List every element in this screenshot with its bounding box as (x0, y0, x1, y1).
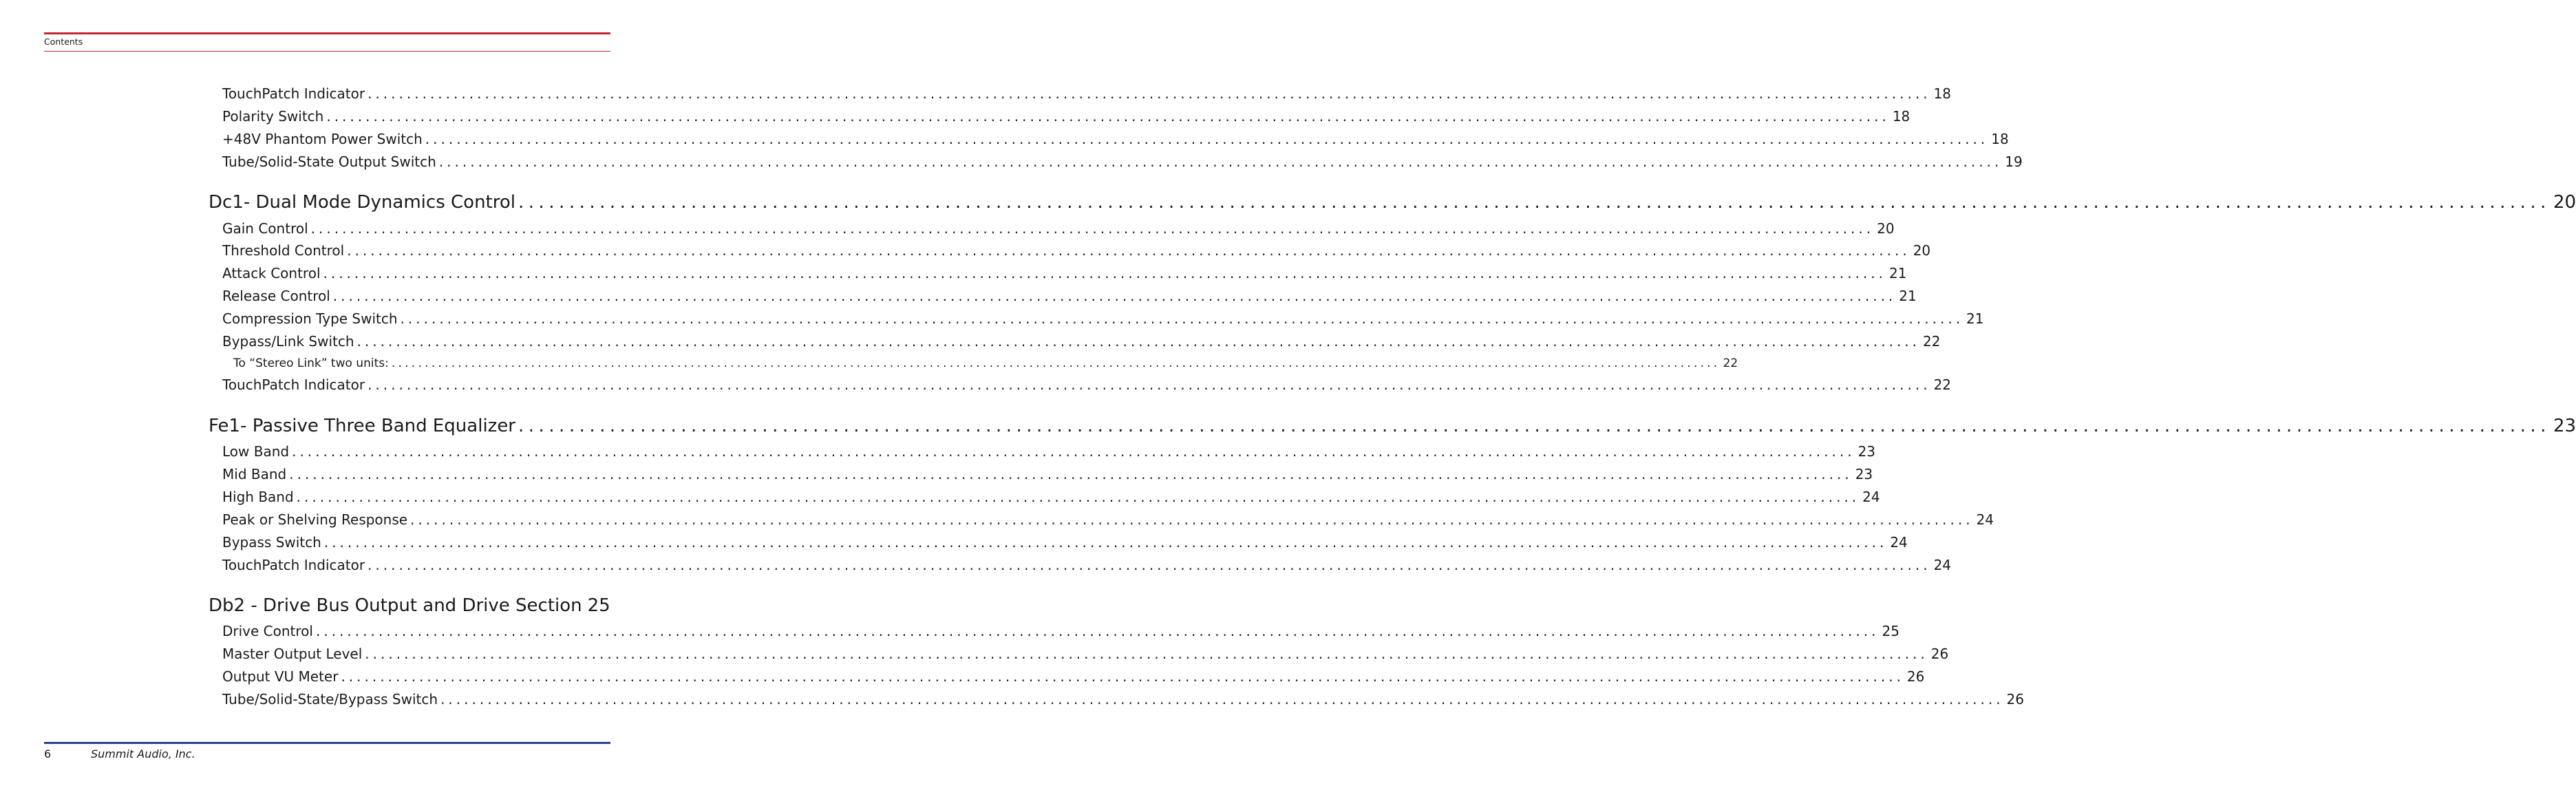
toc-entry-page: 22 (1723, 356, 1738, 370)
toc-entry[interactable] (222, 533, 1908, 552)
toc-entry[interactable] (222, 487, 1880, 507)
dot-leader: ........................................................................................................................................................................................................ (438, 153, 2003, 170)
dot-leader: ........................................................................................................................................................................................................ (368, 376, 1931, 393)
dot-leader: ........................................................................................................................................................................................................ (292, 443, 1855, 460)
toc-entry-page: 24 (1862, 489, 1880, 505)
toc-entry[interactable] (222, 107, 1910, 126)
toc-entry-page: 22 (1923, 333, 1941, 350)
header-rule-thick (44, 32, 610, 34)
toc-entry[interactable] (222, 152, 2023, 171)
toc-entry-title: Threshold Control (222, 242, 345, 259)
dot-leader: ........................................................................................................................................................................................................ (310, 220, 1875, 237)
dot-leader: ........................................................................................................................................................................................................ (323, 265, 1886, 281)
dot-leader: ........................................................................................................................................................................................................ (400, 310, 1964, 327)
dot-leader: ........................................................................................................................................................................................................ (425, 131, 1989, 147)
toc-entry-page: 20 (1913, 242, 1931, 259)
toc-entry-page: 18 (1933, 85, 1952, 102)
toc-entry-page: 26 (1906, 668, 1925, 685)
toc-entry[interactable] (222, 332, 1941, 351)
toc-heading-title: Fe1- Passive Three Band Equalizer (209, 416, 515, 436)
toc-entry-page: 26 (2006, 691, 2024, 707)
toc-entry-page: 24 (1933, 557, 1952, 573)
toc-entry[interactable] (222, 644, 1949, 663)
toc-entry[interactable] (222, 621, 1899, 641)
dot-leader: ........................................................................................................................................................................................................ (391, 356, 1721, 370)
toc-entry-page: 21 (1888, 265, 1907, 281)
dot-leader: ........................................................................................................................................................................................................ (518, 416, 2551, 436)
page-number: 6 (44, 747, 52, 760)
toc-entry-page: 18 (1892, 108, 1910, 125)
toc-entry-page: 19 (2005, 153, 2023, 170)
toc-entry-title: TouchPatch Indicator (222, 557, 365, 573)
toc-entry-page: 20 (1877, 220, 1895, 237)
toc-entry[interactable] (222, 241, 1931, 260)
toc-entry-page: 23 (1855, 466, 1873, 482)
toc-entry-title: Low Band (222, 443, 290, 460)
dot-leader: ........................................................................................................................................................................................................ (323, 534, 1888, 551)
toc-entry-title: Peak or Shelving Response (222, 511, 408, 528)
dot-leader: ........................................................................................................................................................................................................ (365, 646, 1928, 662)
toc-entry-page: 24 (1976, 511, 1994, 528)
running-head: Contents (44, 36, 83, 47)
toc-entry-title: Release Control (222, 288, 330, 304)
toc-entry-title: Gain Control (222, 220, 308, 237)
toc-entry-title: To “Stereo Link” two units: (233, 356, 389, 370)
toc-entry-page: 21 (1966, 310, 1984, 327)
toc-entry[interactable] (222, 510, 1994, 529)
toc-entry-page: 25 (1882, 623, 1899, 639)
toc-sub-entry[interactable] (233, 354, 1738, 372)
toc-entry-title: TouchPatch Indicator (222, 376, 365, 393)
toc-heading-page: 23 (2553, 416, 2576, 436)
dot-leader: ........................................................................................................................................................................................................ (315, 623, 1880, 639)
toc-entry-title: High Band (222, 489, 294, 505)
dot-leader: ........................................................................................................................................................................................................ (341, 668, 1904, 685)
toc-entry-title: Output VU Meter (222, 668, 339, 685)
toc-entry[interactable] (222, 264, 1907, 283)
toc-entry-title: Attack Control (222, 265, 321, 281)
toc-entry[interactable] (222, 555, 1952, 575)
dot-leader: ........................................................................................................................................................................................................ (368, 557, 1931, 573)
toc-entry-title: Bypass/Link Switch (222, 333, 354, 350)
toc-entry-title: +48V Phantom Power Switch (222, 131, 423, 147)
toc-entry[interactable] (222, 286, 1917, 306)
toc-section-heading[interactable] (209, 190, 2576, 215)
dot-leader: ........................................................................................................................................................................................................ (296, 489, 1860, 505)
toc-entry[interactable] (222, 465, 1873, 484)
toc-entry-page: 22 (1933, 376, 1952, 393)
toc-section-heading[interactable] (209, 414, 2576, 438)
toc-heading-title: Dc1- Dual Mode Dynamics Control (209, 192, 515, 213)
toc-section-heading[interactable] (209, 593, 608, 618)
toc-entry-title: Drive Control (222, 623, 313, 639)
toc-entry-title: Tube/Solid-State Output Switch (222, 153, 436, 170)
toc-entry-title: Compression Type Switch (222, 310, 398, 327)
toc-heading-page: 25 (587, 595, 610, 616)
toc-entry-title: Bypass Switch (222, 534, 321, 551)
toc-entry[interactable] (222, 690, 2024, 709)
toc-heading-page: 20 (2553, 192, 2576, 213)
dot-leader: ........................................................................................................................................................................................................ (347, 242, 1910, 259)
toc-entry-page: 18 (1991, 131, 2009, 147)
toc-entry[interactable] (222, 84, 1952, 103)
toc-entry[interactable] (222, 667, 1925, 686)
toc-entry-page: 26 (1930, 646, 1949, 662)
toc-entry-title: Polarity Switch (222, 108, 324, 125)
dot-leader: ........................................................................................................................................................................................................ (289, 466, 1853, 482)
footer-company: Summit Audio, Inc. (91, 747, 195, 760)
toc-heading-title: Db2 - Drive Bus Output and Drive Section (209, 595, 582, 616)
dot-leader: ........................................................................................................................................................................................................ (332, 288, 1897, 304)
header-rule-thin (44, 51, 610, 52)
dot-leader: ........................................................................................................................................................................................................ (518, 192, 2551, 213)
toc-entry-title: Tube/Solid-State/Bypass Switch (222, 691, 438, 707)
toc-entry[interactable] (222, 442, 1876, 461)
toc-entry[interactable] (222, 309, 1984, 328)
toc-entry-title: Master Output Level (222, 646, 363, 662)
toc-entry-title: Mid Band (222, 466, 287, 482)
dot-leader: ........................................................................................................................................................................................................ (356, 333, 1921, 350)
toc-entry[interactable] (222, 375, 1952, 394)
footer-rule (44, 742, 610, 744)
toc-entry-page: 21 (1899, 288, 1917, 304)
toc-entry-page: 24 (1890, 534, 1908, 551)
toc-entry[interactable] (222, 219, 1895, 238)
dot-leader: ........................................................................................................................................................................................................ (368, 85, 1931, 102)
toc-entry-page: 23 (1858, 443, 1876, 460)
dot-leader: ........................................................................................................................................................................................................ (440, 691, 2004, 707)
dot-leader: ........................................................................................................................................................................................................ (326, 108, 1890, 125)
toc-entry[interactable] (222, 129, 2009, 149)
toc-entry-title: TouchPatch Indicator (222, 85, 365, 102)
dot-leader: ........................................................................................................................................................................................................ (410, 511, 1974, 528)
